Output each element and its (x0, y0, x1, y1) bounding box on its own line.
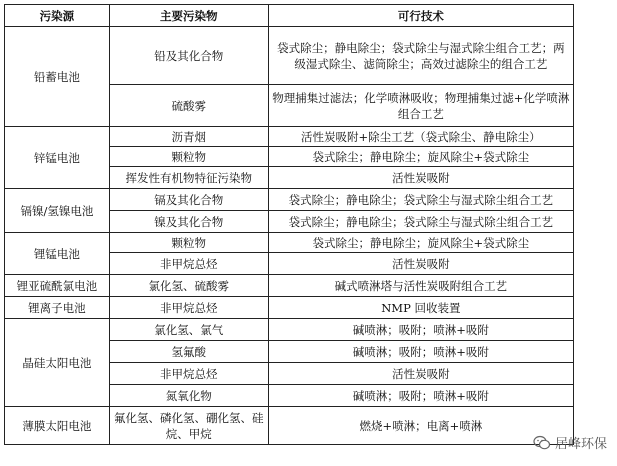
pollutant-cell: 硫酸雾 (109, 85, 268, 127)
table-row (5, 319, 574, 341)
pollutant-cell: 非甲烷总烃 (109, 253, 268, 275)
technique-cell: 活性炭吸附 (268, 363, 573, 385)
technique-cell: 碱喷淋；吸附；喷淋+吸附 (268, 319, 573, 341)
technique-cell: 袋式除尘；静电除尘；旋风除尘+袋式除尘 (268, 147, 573, 167)
source-cell: 镉镍/氢镍电池 (5, 189, 110, 233)
technique-cell: 活性炭吸附 (268, 253, 573, 275)
pollutant-cell: 氯化氢、硫酸雾 (109, 275, 268, 297)
pollutant-cell: 沥青烟 (109, 127, 268, 147)
technique-cell: 活性炭吸附 (268, 167, 573, 189)
table-header-row (5, 5, 574, 27)
technique-cell: NMP 回收装置 (268, 297, 573, 319)
pollutant-cell: 氟化氢、磷化氢、硼化氢、硅烷、甲烷 (109, 407, 268, 445)
technique-cell: 燃烧+喷淋；电离+喷淋 (268, 407, 573, 445)
watermark-text: 居峰环保 (554, 437, 607, 452)
pollutant-cell: 镉及其化合物 (109, 189, 268, 211)
table-row (5, 127, 574, 147)
table-row (5, 27, 574, 85)
pollutant-cell: 非甲烷总烃 (109, 297, 268, 319)
technique-cell: 碱喷淋；吸附；喷淋+吸附 (268, 341, 573, 363)
table-row (5, 297, 574, 319)
source-cell: 锂亚硫酰氯电池 (5, 275, 110, 297)
pollutant-cell: 铅及其化合物 (109, 27, 268, 85)
pollutant-cell: 非甲烷总烃 (109, 363, 268, 385)
table-row (5, 233, 574, 253)
pollutant-cell: 颗粒物 (109, 233, 268, 253)
pollutant-cell: 氮氧化物 (109, 385, 268, 407)
table-row (5, 275, 574, 297)
watermark (533, 433, 607, 452)
technique-cell: 物理捕集过滤法；化学喷淋吸收；物理捕集过滤+化学喷淋组合工艺 (268, 85, 573, 127)
table-row (5, 189, 574, 211)
header-source: 污染源 (5, 5, 110, 27)
technique-cell: 活性炭吸附+除尘工艺（袋式除尘、静电除尘） (268, 127, 573, 147)
pollutant-cell: 挥发性有机物特征污染物 (109, 167, 268, 189)
technique-cell: 碱喷淋；吸附；喷淋+吸附 (268, 385, 573, 407)
header-pollutant: 主要污染物 (109, 5, 268, 27)
source-cell: 锂锰电池 (5, 233, 110, 275)
source-cell: 晶硅太阳电池 (5, 319, 110, 407)
technique-cell: 袋式除尘；静电除尘；袋式除尘与湿式除尘组合工艺 (268, 189, 573, 211)
pollution-control-table (4, 4, 574, 445)
header-technique: 可行技术 (268, 5, 573, 27)
technique-cell: 碱式喷淋塔与活性炭吸附组合工艺 (268, 275, 573, 297)
pollutant-cell: 颗粒物 (109, 147, 268, 167)
pollutant-cell: 氯化氢、氯气 (109, 319, 268, 341)
source-cell: 薄膜太阳电池 (5, 407, 110, 445)
technique-cell: 袋式除尘；静电除尘；旋风除尘+袋式除尘 (268, 233, 573, 253)
wechat-icon (533, 435, 551, 451)
source-cell: 锌锰电池 (5, 127, 110, 189)
pollutant-cell: 氢氟酸 (109, 341, 268, 363)
technique-cell: 袋式除尘；静电除尘；袋式除尘与湿式除尘组合工艺 (268, 211, 573, 233)
technique-cell: 袋式除尘；静电除尘；袋式除尘与湿式除尘组合工艺；两级湿式除尘、滤筒除尘；高效过滤除尘的组合工艺 (268, 27, 573, 85)
source-cell: 铅蓄电池 (5, 27, 110, 127)
pollutant-cell: 镍及其化合物 (109, 211, 268, 233)
table-row (5, 407, 574, 445)
source-cell: 锂离子电池 (5, 297, 110, 319)
